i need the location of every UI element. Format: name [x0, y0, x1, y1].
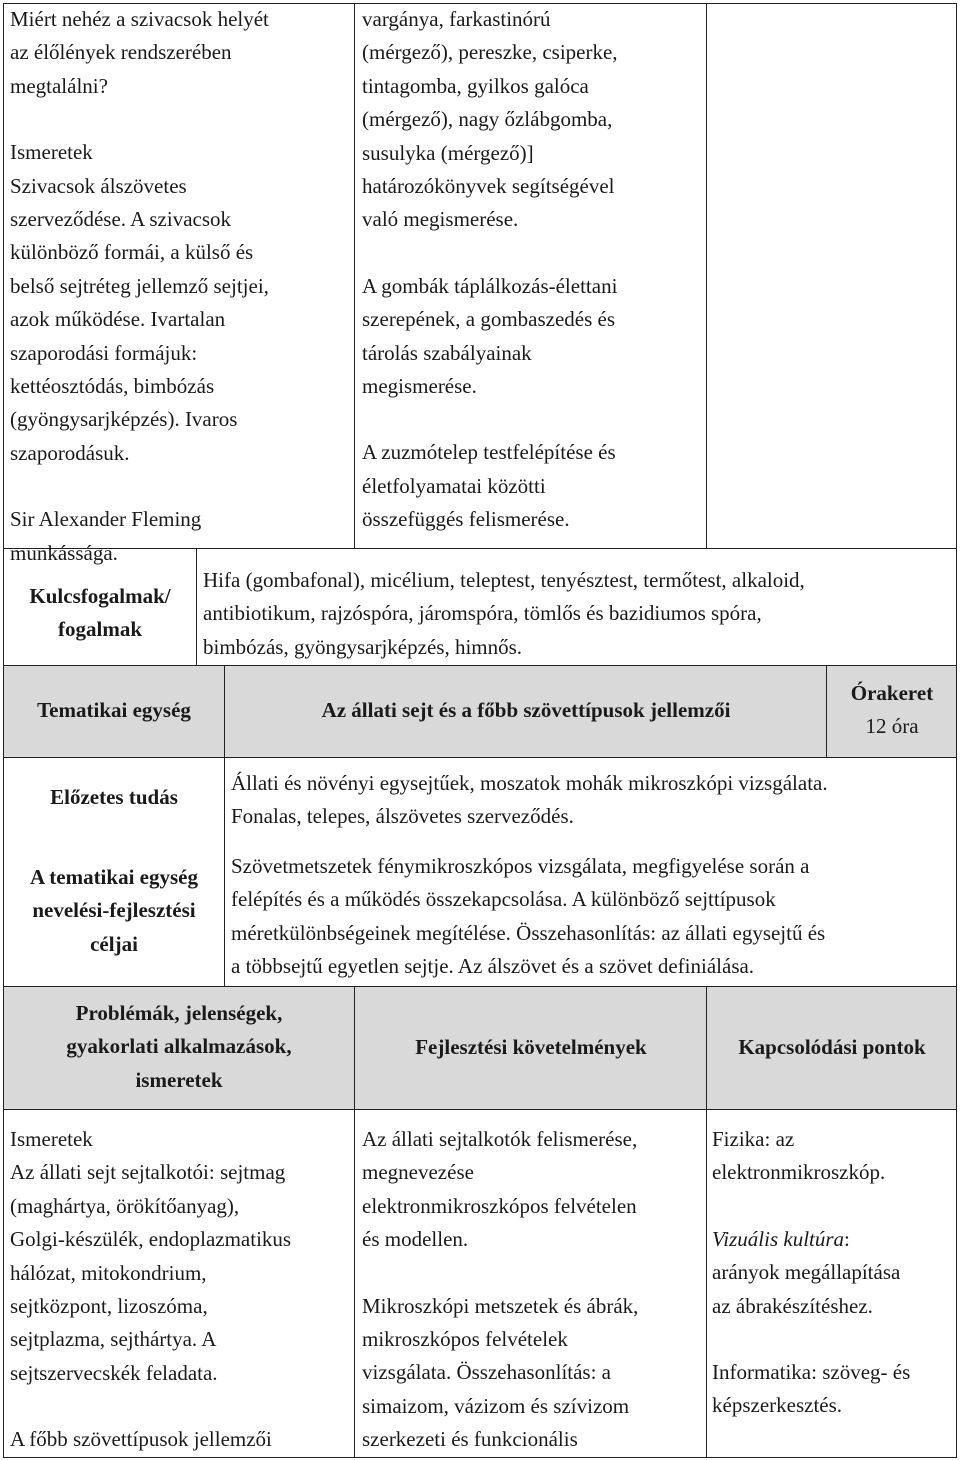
top-middle-nutrition: A gombák táplálkozás-élettani szerepének, a gombaszedés és tárolás szabályainak megismerése.: [362, 273, 618, 399]
border-line: [706, 3, 707, 549]
bottom-right-cell: [712, 1123, 952, 1423]
col-header-requirements: Fejlesztési követelmények: [415, 1035, 647, 1059]
bottom-left-knowledge: Ismeretek Az állati sejt sejtalkotói: sejtmag (maghártya, örökítőanyag), Golgi-készülék, endoplazmatikus hálózat, mitokondrium, sejtközpont, lizoszóma, sejtplazma, sejthártya. A sejtszervecskék feladata.: [10, 1127, 292, 1385]
top-middle-lichen: A zuzmótelep testfelépítése és életfolyamatai közötti összefüggés felismerése.: [362, 440, 616, 532]
border-line: [3, 757, 957, 758]
connection-informatics: Informatika: szöveg- és képszerkesztés.: [712, 1360, 911, 1418]
keyterms-label: Kulcsfogalmak/ fogalmak: [29, 584, 171, 642]
border-line: [3, 1457, 957, 1458]
top-middle-fungi: vargánya, farkastinórú (mérgező), pereszke, csiperke, tintagomba, gyilkos galóca (mérgező), nagy őzlábgomba, susulyka (mérgező)] határozókönyvek segítségével való megismerése.: [362, 7, 618, 232]
goals-label: A tematikai egység nevelési-fejlesztési céljai: [30, 865, 198, 956]
border-line: [3, 1109, 957, 1110]
col-header-connections: Kapcsolódási pontok: [738, 1035, 926, 1059]
hours-box: [827, 677, 957, 744]
top-left-knowledge: Ismeretek Szivacsok álszövetes szerveződése. A szivacsok különböző formái, a külső és belső sejtréteg jellemző sejtjei, azok működése. Ivartalan szaporodási formájuk: kettéosztódás, bimbózás (gyöngysarjképzés). Ivaros szaporodásuk.: [10, 140, 269, 465]
visual-culture-subject: Vizuális kultúra: [712, 1226, 845, 1251]
hours-label: Órakeret: [850, 681, 934, 705]
border-line: [3, 665, 957, 666]
keyterms-text: Hifa (gombafonal), micélium, teleptest, tenyésztest, termőtest, alkaloid, antibiotikum, rajzóspóra, járomspóra, tömlős és bazidiumos spóra, bimbózás, gyöngysarjképzés, himnős.: [203, 568, 805, 659]
prior-label: Előzetes tudás: [50, 785, 178, 809]
border-line: [3, 3, 4, 1458]
unit-title: Az állati sejt és a főbb szövettípusok jellemzői: [321, 698, 731, 722]
prior-text: Állati és növényi egysejtűek, moszatok mohák mikroszkópi vizsgálata. Fonalas, telepes, álszövetes szerveződés.: [231, 771, 828, 829]
bottom-left-cell: [10, 1123, 350, 1457]
top-left-fleming: Sir Alexander Fleming munkássága.: [10, 507, 202, 565]
bottom-left-tissues: A főbb szövettípusok jellemzői: [10, 1427, 272, 1452]
border-line: [3, 986, 957, 987]
visual-culture-colon: :: [844, 1226, 850, 1251]
bottom-middle-microscopy: Mikroszkópi metszetek és ábrák, mikroszkópos felvételek vizsgálata. Összehasonlítás: a simaizom, vázizom és szívizom szerkezeti és funkcionális: [362, 1293, 639, 1452]
top-left-cell: [10, 3, 350, 570]
goals-text: Szövetmetszetek fénymikroszkópos vizsgálata, megfigyelése során a felépítés és a működés összekapcsolása. A különböző sejttípusok méretkülönbségeinek megítélése. Összehasonlítás: az állati egysejtű és a többsejtű egyetlen sejtje. Az álszövet és a szövet definiálása.: [231, 854, 826, 979]
border-line: [354, 3, 355, 549]
top-left-question: Miért nehéz a szivacsok helyét az élőlények rendszerében megtalálni?: [10, 7, 269, 98]
hours-value: 12 óra: [865, 714, 919, 739]
connection-physics: Fizika: az elektronmikroszkóp.: [712, 1127, 886, 1185]
col-header-problems: Problémák, jelenségek, gyakorlati alkalmazások, ismeretek: [66, 1001, 292, 1092]
bottom-middle-cell: [362, 1123, 702, 1457]
top-middle-cell: [362, 3, 702, 537]
unit-label: Tematikai egység: [37, 698, 191, 722]
bottom-middle-organelles: Az állati sejtalkotók felismerése, megnevezése elektronmikroszkópos felvételen és modellen.: [362, 1127, 638, 1252]
visual-culture-text: arányok megállapítása az ábrakészítéshez.: [712, 1260, 901, 1318]
connection-visual-culture: [712, 1223, 952, 1323]
